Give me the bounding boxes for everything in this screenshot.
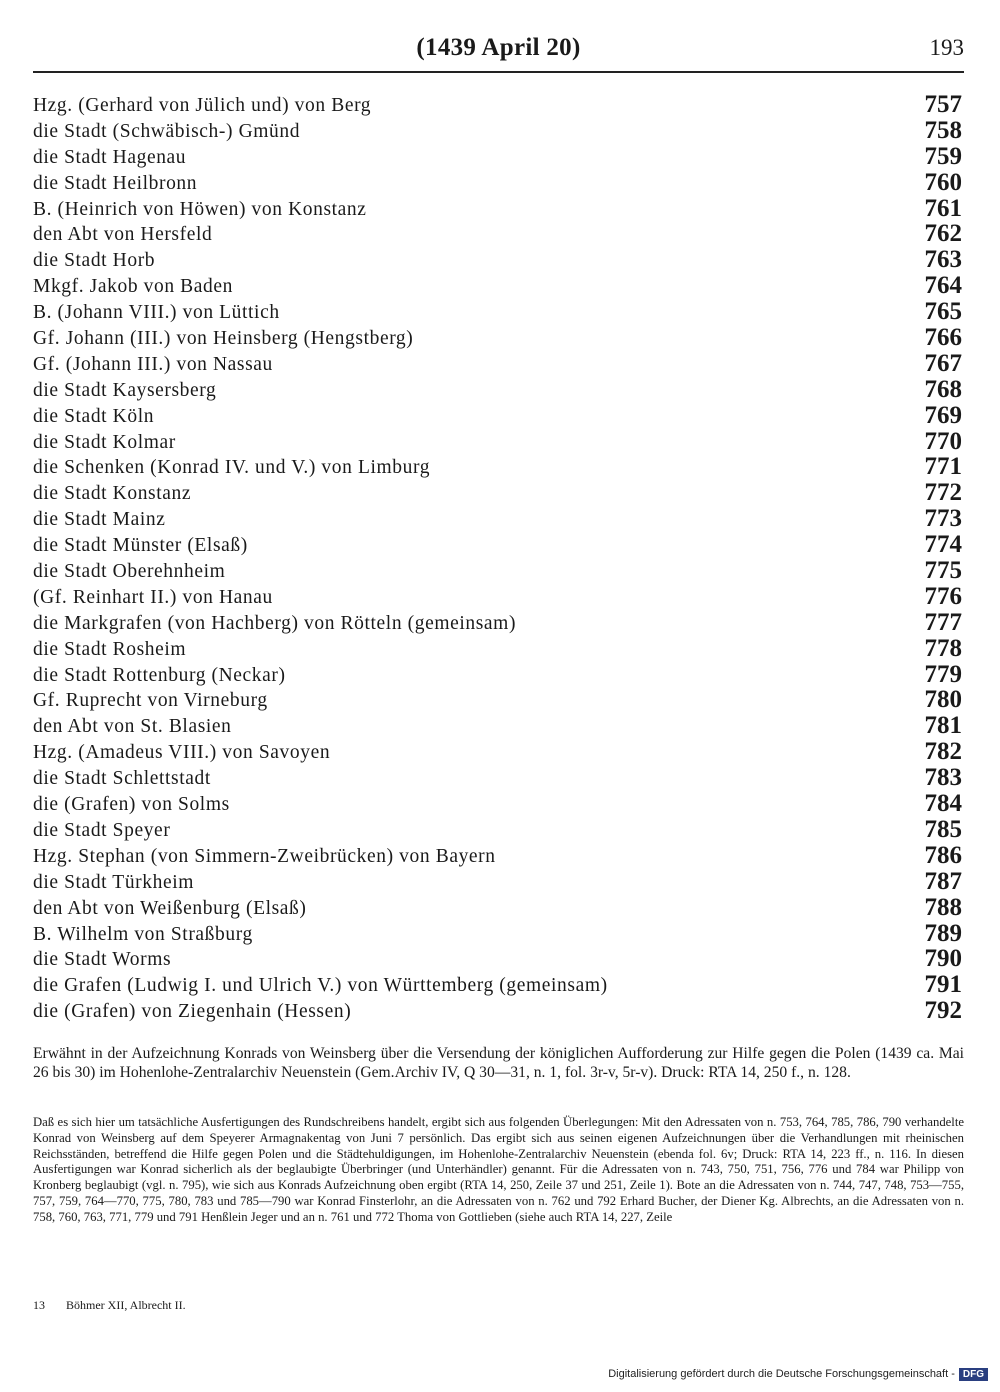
- list-item: [33, 999, 964, 1025]
- list-item: [33, 455, 964, 481]
- entry-addressee: die Stadt Oberehnheim: [33, 561, 226, 583]
- list-item: [33, 841, 964, 870]
- entry-number: 760: [924, 168, 962, 196]
- entry-number: 786: [924, 841, 962, 869]
- entry-addressee: die Stadt Heilbronn: [33, 172, 198, 194]
- entry-number: 776: [924, 582, 962, 610]
- entry-number: 788: [924, 893, 962, 921]
- page-number: 193: [929, 35, 964, 60]
- list-item: [33, 688, 964, 714]
- entry-number: 767: [924, 349, 962, 377]
- entry-number: 774: [924, 531, 962, 559]
- page-header: [33, 34, 964, 70]
- list-item: [33, 893, 964, 922]
- entry-addressee: die Stadt Kolmar: [33, 431, 176, 453]
- entry-addressee: die (Grafen) von Ziegenhain (Hessen): [33, 1001, 352, 1023]
- list-item: [33, 222, 964, 248]
- entry-addressee: die Stadt Horb: [33, 250, 156, 272]
- list-item: [33, 608, 964, 637]
- list-item: [33, 274, 964, 300]
- header-divider: [33, 71, 964, 73]
- entry-number: 777: [924, 608, 962, 636]
- list-item: [33, 714, 964, 740]
- note-paragraph-2: Daß es sich hier um tatsächliche Ausfertigungen des Rundschreibens handelt, ergibt sich aus folgenden Überlegungen: Mit den Adressaten von n. 753, 764, 785, 786, 790 verhandelte Konrad von Weinsberg auf dem Speyerer Armagnakentag von Juni 7 persönlich. Das ergibt sich aus seinen eigenen Aufzeichnungen über die Verhandlungen mit rheinischen Reichsständen, betreffend die Hilfe gegen Polen und die Städtehuldigungen, im Hohenlohe-Zentralarchiv Neuenstein (ebenda fol. 6v; Druck: RTA 14, 223 ff., n. 116. In diesen Ausfertigungen war Konrad sicherlich als der beglaubigte Überbringer (und Unterhändler) genannt. Für die Adressaten von n. 743, 750, 751, 756, 776 und 784 war Philipp von Kronberg beglaubigt (vgl. n. 795), wie sich aus Konrads Aufzeichnung oben ergibt (RTA 14, 250, Zeile 37 und 251, Zeile 1). Bote an die Adressaten von n. 744, 747, 748, 753—755, 757, 759, 764—770, 775, 780, 783 und 785—790 war Konrad Finsterlohr, an die Adressaten von n. 762 und 792 Erhard Bucher, der Diener Kg. Albrechts, an die Adressaten von n. 758, 760, 763, 771, 779 und 791 Henßlein Jeger und an n. 761 und 772 Thoma von Gottlieben (siehe auch RTA 14, 227, Zeile: [33, 1115, 964, 1224]
- list-item: [33, 766, 964, 792]
- dfg-logo-icon: DFG: [959, 1368, 988, 1381]
- list-item: [33, 973, 964, 999]
- list-item: [33, 507, 964, 533]
- list-item: [33, 300, 964, 326]
- signature-number: 13: [33, 1298, 45, 1312]
- entry-number: 771: [924, 453, 962, 481]
- entry-addressee: die Stadt Kaysersberg: [33, 379, 217, 401]
- entry-addressee: B. (Heinrich von Höwen) von Konstanz: [33, 198, 367, 220]
- entry-number: 789: [924, 919, 962, 947]
- list-item: [33, 792, 964, 818]
- entry-number: 770: [924, 427, 962, 455]
- entry-number: 758: [924, 116, 962, 144]
- entry-number: 759: [924, 142, 962, 170]
- entry-number: 779: [924, 660, 962, 688]
- list-item: [33, 401, 964, 430]
- entry-addressee: Mkgf. Jakob von Baden: [33, 276, 233, 298]
- list-item: [33, 481, 964, 507]
- entry-number: 763: [924, 246, 962, 274]
- entry-number: 791: [924, 971, 962, 999]
- note-paragraph-1: Erwähnt in der Aufzeichnung Konrads von Weinsberg über die Versendung der königlichen Aufforderung zur Hilfe gegen die Polen (1439 ca. Mai 26 bis 30) im Hohenlohe-Zentralarchiv Neuenstein (Gem.Archiv IV, Q 30—31, n. 1, fol. 3r-v, 5r-v). Druck: RTA 14, 250 f., n. 128.: [33, 1045, 964, 1081]
- list-item: [33, 116, 964, 145]
- entry-number: 769: [924, 401, 962, 429]
- entry-number: 783: [924, 764, 962, 792]
- list-item: [33, 194, 964, 223]
- entry-number: 787: [924, 867, 962, 895]
- entry-addressee: den Abt von St. Blasien: [33, 716, 232, 738]
- list-item: [33, 660, 964, 689]
- entry-addressee: B. Wilhelm von Straßburg: [33, 923, 253, 945]
- entry-number: 790: [924, 945, 962, 973]
- entry-addressee: die Stadt Rottenburg (Neckar): [33, 664, 286, 686]
- entry-addressee: Gf. Johann (III.) von Heinsberg (Hengstberg): [33, 328, 414, 350]
- entry-addressee: die Stadt Köln: [33, 405, 155, 427]
- entry-number: 781: [924, 712, 962, 740]
- entry-addressee: B. (Johann VIII.) von Lüttich: [33, 302, 280, 324]
- entry-addressee: die (Grafen) von Solms: [33, 794, 230, 816]
- entry-addressee: die Schenken (Konrad IV. und V.) von Limburg: [33, 457, 431, 479]
- entry-addressee: die Stadt Mainz: [33, 509, 166, 531]
- entry-number: 764: [924, 272, 962, 300]
- list-item: [33, 867, 964, 896]
- entry-addressee: die Stadt Münster (Elsaß): [33, 535, 248, 557]
- list-item: [33, 559, 964, 585]
- entry-addressee: die Markgrafen (von Hachberg) von Rötteln (gemeinsam): [33, 612, 517, 634]
- entry-addressee: die Stadt Hagenau: [33, 146, 187, 168]
- entry-number: 782: [924, 738, 962, 766]
- entry-number: 775: [924, 557, 962, 585]
- entry-addressee: Hzg. (Amadeus VIII.) von Savoyen: [33, 742, 331, 764]
- entry-addressee: Gf. Ruprecht von Virneburg: [33, 690, 268, 712]
- list-item: [33, 815, 964, 844]
- entry-number: 757: [924, 91, 962, 118]
- entry-number: 772: [924, 479, 962, 507]
- entry-addressee: Gf. (Johann III.) von Nassau: [33, 353, 273, 375]
- list-item: [33, 427, 964, 456]
- list-item: [33, 93, 964, 119]
- list-item: [33, 375, 964, 404]
- entry-number: 765: [924, 298, 962, 326]
- list-item: [33, 142, 964, 171]
- list-item: [33, 634, 964, 663]
- list-item: [33, 919, 964, 948]
- list-item: [33, 248, 964, 274]
- list-item: [33, 582, 964, 611]
- list-item: [33, 326, 964, 352]
- entry-number: 761: [924, 194, 962, 222]
- entry-addressee: den Abt von Weißenburg (Elsaß): [33, 897, 307, 919]
- footer-signature: [33, 1298, 204, 1313]
- entry-addressee: (Gf. Reinhart II.) von Hanau: [33, 586, 273, 608]
- entry-addressee: die Stadt Schlettstadt: [33, 768, 211, 790]
- entry-addressee: die Stadt (Schwäbisch-) Gmünd: [33, 120, 301, 142]
- entry-addressee: die Stadt Speyer: [33, 819, 171, 841]
- list-item: [33, 947, 964, 973]
- entry-number: 780: [924, 686, 962, 714]
- entry-addressee: Hzg. Stephan (von Simmern-Zweibrücken) von Bayern: [33, 845, 496, 867]
- entry-number: 773: [924, 505, 962, 533]
- entry-addressee: die Stadt Türkheim: [33, 871, 195, 893]
- entry-addressee: die Stadt Worms: [33, 949, 172, 971]
- entry-addressee: die Stadt Konstanz: [33, 483, 192, 505]
- page-title: (1439 April 20): [416, 34, 581, 61]
- entry-number: 778: [924, 634, 962, 662]
- entry-number: 762: [924, 220, 962, 248]
- entry-number: 768: [924, 375, 962, 403]
- list-item: [33, 533, 964, 559]
- dfg-banner: [608, 1366, 988, 1382]
- entry-addressee: die Grafen (Ludwig I. und Ulrich V.) von Württemberg (gemeinsam): [33, 975, 608, 997]
- addressee-list: [33, 93, 964, 1025]
- list-item: [33, 168, 964, 197]
- entry-addressee: die Stadt Rosheim: [33, 638, 187, 660]
- entry-addressee: den Abt von Hersfeld: [33, 224, 213, 246]
- entry-number: 785: [924, 815, 962, 843]
- list-item: [33, 740, 964, 766]
- series-title: Böhmer XII, Albrecht II.: [66, 1298, 186, 1312]
- entry-number: 792: [924, 997, 962, 1025]
- entry-number: 766: [924, 324, 962, 352]
- entry-addressee: Hzg. (Gerhard von Jülich und) von Berg: [33, 95, 372, 116]
- entry-number: 784: [924, 790, 962, 818]
- list-item: [33, 349, 964, 378]
- dfg-banner-text: Digitalisierung gefördert durch die Deutsche Forschungsgemeinschaft -: [608, 1368, 955, 1380]
